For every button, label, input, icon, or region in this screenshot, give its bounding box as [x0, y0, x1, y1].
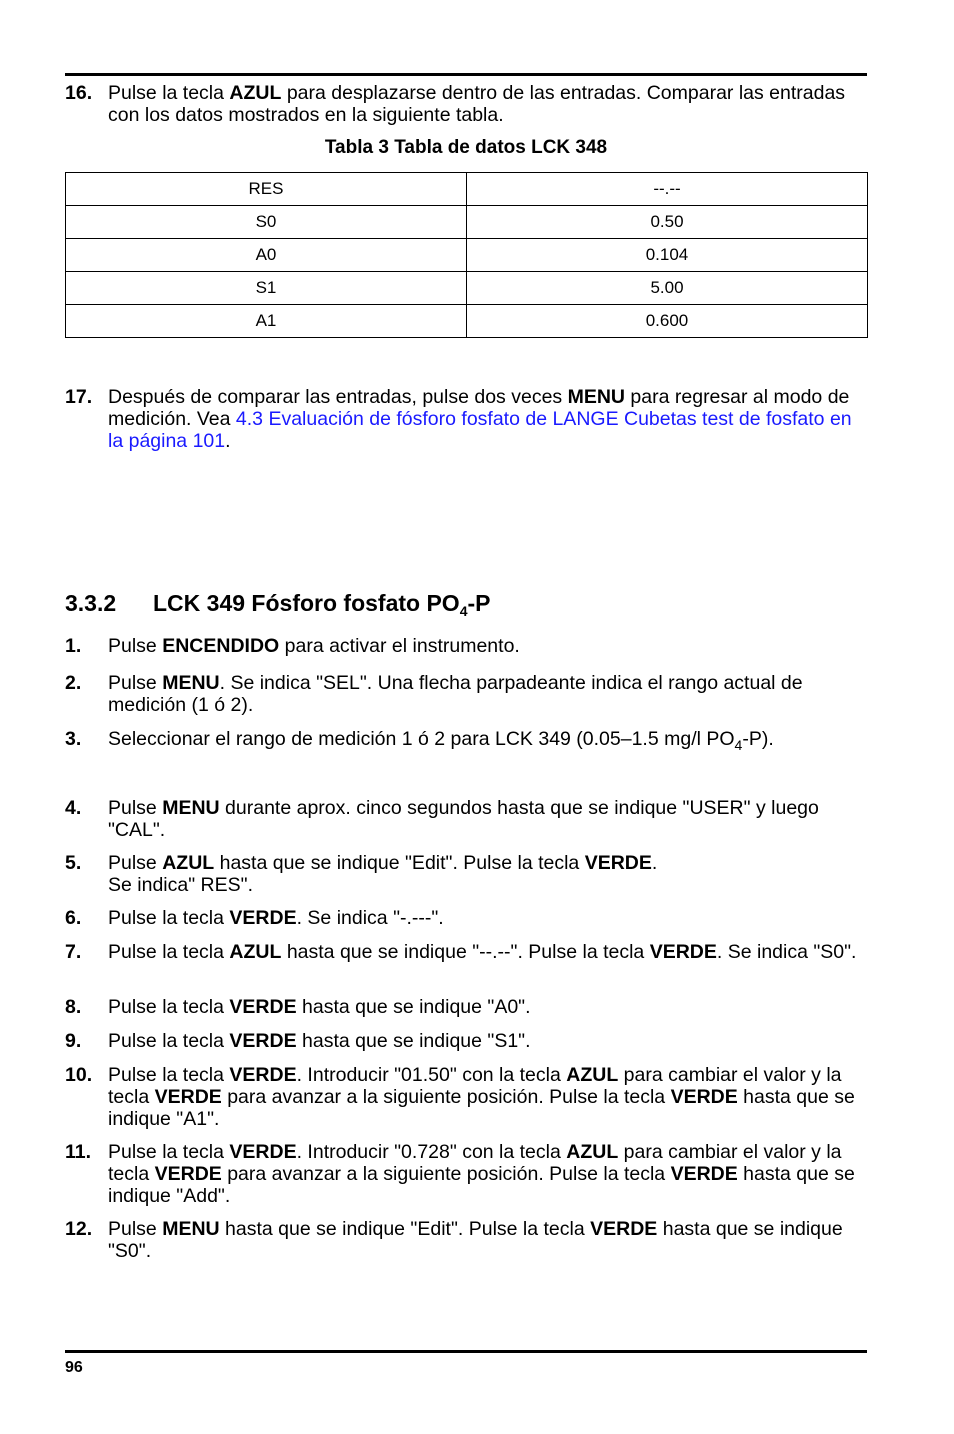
step-9 [65, 1030, 865, 1052]
table-cell-label: A0 [66, 239, 467, 272]
step-8 [65, 996, 865, 1018]
page-number: 96 [65, 1359, 83, 1376]
step-text: Seleccionar el rango de medición 1 ó 2 para LCK 349 (0.05–1.5 mg/l $PO_4-P$). [108, 728, 774, 753]
table-row [66, 239, 868, 272]
step-text: Pulse la tecla VERDE. Se indica "-.---". [108, 907, 444, 929]
step-text: Pulse ENCENDIDO para activar el instrumento. [108, 635, 520, 657]
step-4 [65, 797, 865, 841]
step-16 [65, 82, 865, 126]
step-text: Pulse la tecla AZUL hasta que se indique "--.--". Pulse la tecla VERDE. Se indica "S0". [108, 941, 857, 963]
step-number: 9. [65, 1030, 82, 1052]
step-number: 17. [65, 386, 93, 408]
step-text: Pulse MENU hasta que se indique "Edit". Pulse la tecla VERDE hasta que se indique "S0". [108, 1218, 843, 1262]
step-number: 11. [65, 1141, 92, 1163]
step-number: 10. [65, 1064, 93, 1086]
table-cell-label: S0 [66, 206, 467, 239]
step-3 [65, 728, 865, 753]
step-text: Pulse la tecla VERDE. Introducir "01.50" con la tecla AZUL para cambiar el valor y la tecla VERDE para avanzar a la siguiente posición. Pulse la tecla VERDE hasta que se indique "A1". [108, 1064, 855, 1130]
section-number: 3.3.2 [65, 590, 117, 616]
table-cell-value: 0.50 [467, 206, 868, 239]
table-row [66, 173, 868, 206]
step-text: Pulse la tecla VERDE hasta que se indique "S1". [108, 1030, 531, 1052]
step-number: 6. [65, 907, 82, 929]
cross-reference-link[interactable]: 4.3 Evaluación de fósforo fosfato de LANGE Cubetas test de fosfato en la página 101 [108, 408, 852, 452]
step-6 [65, 907, 865, 929]
step-17 [65, 386, 865, 452]
table-cell-value: 0.104 [467, 239, 868, 272]
step-number: 3. [65, 728, 82, 750]
table-row [66, 272, 868, 305]
section-heading: 3.3.2 LCK 349 Fósforo fosfato $PO_4-P$ [65, 590, 491, 619]
step-text: Pulse MENU durante aprox. cinco segundos hasta que se indique "USER" y luego "CAL". [108, 797, 819, 841]
step-number: 5. [65, 852, 82, 874]
header-rule [65, 73, 867, 76]
table-cell-value: 5.00 [467, 272, 868, 305]
step-number: 2. [65, 672, 82, 694]
step-text: Pulse la tecla AZUL para desplazarse dentro de las entradas. Comparar las entradas con los datos mostrados en la siguiente tabla. [108, 82, 846, 126]
table-cell-label: A1 [66, 305, 467, 338]
step-11 [65, 1141, 865, 1207]
step-number: 7. [65, 941, 82, 963]
step-text: Pulse la tecla VERDE hasta que se indique "A0". [108, 996, 531, 1018]
step-text: Pulse MENU. Se indica "SEL". Una flecha parpadeante indica el rango actual de medición (1 ó 2). [108, 672, 803, 716]
step-text: Pulse la tecla VERDE. Introducir "0.728" con la tecla AZUL para cambiar el valor y la tecla VERDE para avanzar a la siguiente posición. Pulse la tecla VERDE hasta que se indique "Add". [108, 1141, 855, 1207]
table-cell-value: 0.600 [467, 305, 868, 338]
step-number: 8. [65, 996, 82, 1018]
table-cell-value: --.-- [467, 173, 868, 206]
table-row [66, 305, 868, 338]
step-1 [65, 635, 865, 657]
step-10 [65, 1064, 865, 1130]
section-title: LCK 349 Fósforo fosfato PO [153, 590, 460, 616]
step-number: 1. [65, 635, 82, 657]
step-text: Pulse AZUL hasta que se indique "Edit". Pulse la tecla VERDE. Se indica" RES". [108, 852, 658, 896]
data-table [65, 172, 868, 338]
table-cell-label: RES [66, 173, 467, 206]
table-row [66, 206, 868, 239]
step-number: 16. [65, 82, 93, 104]
step-7 [65, 941, 865, 963]
table-caption: Tabla 3 Tabla de datos LCK 348 [324, 137, 608, 158]
step-number: 12. [65, 1218, 93, 1240]
step-text: Después de comparar las entradas, pulse dos veces MENU para regresar al modo de medición. Vea 4.3 Evaluación de fósforo fosfato de LANGE Cubetas test de fosfato en la página 101. [108, 386, 852, 452]
table-cell-label: S1 [66, 272, 467, 305]
step-5 [65, 852, 865, 896]
step-number: 4. [65, 797, 82, 819]
step-12 [65, 1218, 865, 1262]
footer-rule [65, 1350, 867, 1353]
step-2 [65, 672, 865, 716]
